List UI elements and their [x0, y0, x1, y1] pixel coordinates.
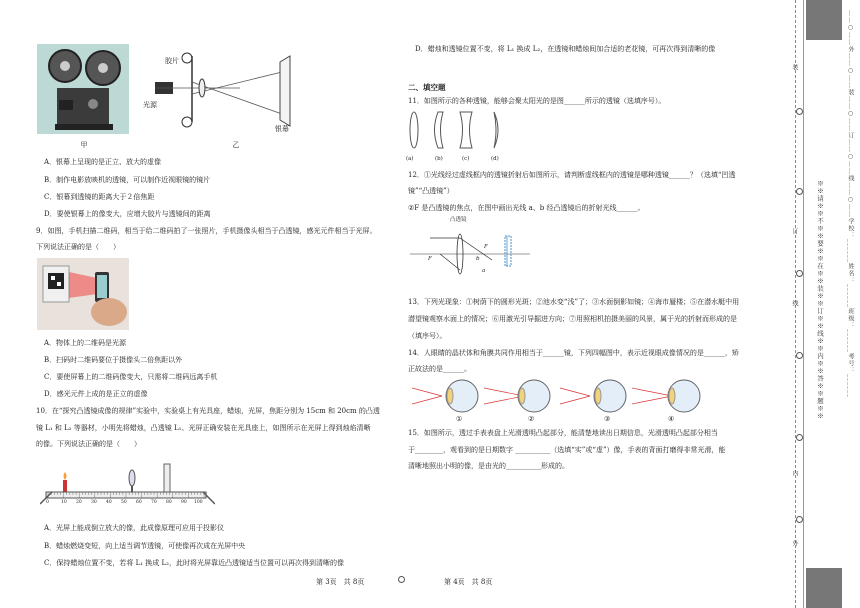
tick-label: 70 — [151, 500, 157, 505]
binding-label-ding: 订 — [791, 228, 798, 235]
tick-label: 40 — [106, 500, 112, 505]
section-title-fill-in: 二、填空题 — [408, 83, 446, 92]
tick-label: 80 — [166, 500, 172, 505]
q12-line-2: 镜”“凸透镜”） — [408, 187, 454, 195]
q10-line-2: 镜 L₁ 和 L₂ 等器材，小明先将蜡烛，凸透镜 L₁、光屏正确安装在光具座上，如图所示在光屏上得到烛焰清晰 — [36, 424, 371, 432]
tick-label: 20 — [76, 500, 82, 505]
q12-lens-figure — [410, 218, 530, 276]
binding-hole — [796, 434, 803, 441]
outer-gray-block-top — [806, 0, 842, 40]
q13-line-2: 潜望镜观察水面上的情况；⑥用激光引导掘进方向；⑦用照相机拍摄美丽的风景，属于光的折射而形成的是 — [408, 315, 737, 323]
outer-binding-line: ……○……外……○……装……○……订……○……线……○……学校：______姓名：______班级：______考号：______ — [847, 10, 854, 398]
optical-bench-scale — [46, 500, 206, 508]
q9-option-d: D．感光元件上成的是正立的虚像 — [44, 390, 148, 398]
tick-label: 0 — [46, 500, 49, 505]
q11-label-b: (b) — [435, 156, 443, 162]
tick-label: 50 — [121, 500, 127, 505]
q8-option-a: A．银幕上呈现的是正立、放大的虚像 — [44, 158, 162, 166]
film-label: 胶片 — [165, 57, 179, 65]
q14-line-2: 正故法的是______。 — [408, 365, 471, 373]
q8-option-d: D．要使银幕上的像变大，应增大胶片与透镜间的距离 — [44, 210, 211, 218]
q9-line-2: 下列说法正确的是（ ） — [36, 243, 120, 251]
figure-caption-jia: 甲 — [80, 141, 88, 149]
q14-eye-figures — [412, 378, 702, 414]
q11-label-a: (a) — [406, 156, 414, 162]
q14-label-2: ② — [528, 415, 535, 423]
binding-hole — [796, 516, 803, 523]
binding-hole — [796, 352, 803, 359]
q13-line-1: 13．下列光现象：①树荫下的圆形光斑；②池水变“浅”了；③水面倒影如镜；④海市蜃楼；⑤在潜水艇中用 — [408, 298, 740, 306]
q10-line-3: 的像。下列说法正确的是（ ） — [36, 440, 141, 448]
q15-line-3: 清晰地照出小明的像，是由光的__________形成的。 — [408, 462, 569, 470]
q15-line-2: 于________，观看到的是日期数字 __________（选填“实”或“虚”）像，手表的背面打磨得非常光滑，能 — [408, 446, 726, 454]
q14-label-1: ① — [456, 415, 463, 423]
q13-line-3: （填序号）。 — [408, 332, 447, 340]
q12-focus-left: F — [428, 256, 432, 262]
tick-label: 10 — [61, 500, 67, 505]
q9-option-b: B．扫码时二维码要位于摄像头二倍焦距以外 — [44, 356, 183, 364]
q10-option-c: C．保持蜡烛位置不变，若将 L₁ 换成 L₂，此时将光屏靠近凸透镜适当位置可以再次得到清晰的像 — [44, 559, 344, 567]
tick-label: 100 — [194, 500, 203, 505]
q10-option-b: B．蜡烛燃烧变短，向上适当调节透镜，可使像再次成在光屏中央 — [44, 542, 246, 550]
q9-line-1: 9．如图，手机扫描二维码，相当于给二维码拍了一张照片，手机摄像头相当于凸透镜，感光元件相当于光屏。 — [36, 227, 377, 235]
q12-line-3: ②F 是凸透镜的焦点，在图中画出光线 a、b 经凸透镜后的折射光线______。 — [408, 204, 645, 212]
outer-gray-block-bottom — [806, 568, 842, 608]
binding-label-nei: 内 — [791, 470, 798, 477]
light-source-label: 光源 — [143, 101, 157, 109]
q8-option-c: C．银幕到透镜的距离大于２倍焦距 — [44, 193, 155, 201]
inner-binding-notice: ※※请※※不※※要※※在※※装※※订※※线※※内※※答※※题※※ — [816, 180, 824, 420]
page-number-right: 第 4页 共 8页 — [444, 578, 493, 586]
q9-option-a: A．物体上的二维码是光源 — [44, 339, 127, 347]
q11-line: 11．如图所示的各种透镜，能够会聚太阳光的是图______所示的透镜（选填序号）。 — [408, 97, 666, 105]
tick-label: 60 — [136, 500, 142, 505]
binding-label-zhuang: 装 — [791, 64, 798, 71]
binding-hole — [796, 108, 803, 115]
q11-label-c: (c) — [462, 156, 470, 162]
q14-label-3: ③ — [604, 415, 611, 423]
q12-ray-a: a — [482, 268, 486, 274]
tick-label: 90 — [181, 500, 187, 505]
tick-label: 30 — [91, 500, 97, 505]
qr-scan-image — [37, 258, 129, 330]
q15-line-1: 15．如图所示，透过手表表盘上光滑透明凸起部分，能清楚地读出日期信息，光滑透明凸起部分相当 — [408, 429, 718, 437]
q8-option-b: B．制作电影放映机的透镜，可以制作近视眼镜的镜片 — [44, 176, 211, 184]
screen-label: 银幕 — [275, 125, 289, 133]
page-center-marker — [398, 576, 405, 583]
projector-image — [37, 44, 129, 134]
binding-hole — [796, 270, 803, 277]
q11-label-d: (d) — [491, 156, 499, 162]
q10-line-1: 10．在“探究凸透镜成像的规律”实验中，实验桌上有光具座，蜡烛，光屏，焦距分别为 15cm 和 20cm 的凸透 — [36, 407, 380, 415]
binding-label-xian: 线 — [791, 300, 798, 307]
q10-option-d: D．蜡烛和透镜位置不变，将 L₁ 换成 L₂，在透镜和蜡烛间加合适的老花镜，可再次得到清晰的像 — [415, 45, 716, 53]
q12-line-1: 12．①光线经过虚线框内的透镜折射后如图所示，请判断虚线框内的透镜是哪种透镜______？（选填“凹透 — [408, 171, 736, 179]
q12-focus-right: F — [484, 244, 488, 250]
q12-convex-lens-label: 凸透镜 — [450, 217, 467, 223]
q9-option-c: C．要使屏幕上的二维码像变大，只需将二维码远离手机 — [44, 373, 218, 381]
page-number-left: 第 3页 共 8页 — [316, 578, 365, 586]
figure-caption-yi: 乙 — [232, 141, 240, 149]
q14-line-1: 14．人眼睛的晶状体和角膜共同作用相当于______镜，下列四幅图中，表示近视眼成像情况的是______，矫 — [408, 349, 739, 357]
binding-gray-strip — [803, 0, 844, 608]
q10-option-a: A．光屏上能成倒立放大的像，此成像原理可应用于投影仪 — [44, 524, 225, 532]
q11-lens-figure — [408, 108, 508, 154]
q12-ray-b: b — [476, 256, 480, 262]
q14-label-4: ④ — [668, 415, 675, 423]
binding-label-wai: 外 — [791, 540, 798, 547]
binding-hole — [796, 188, 803, 195]
